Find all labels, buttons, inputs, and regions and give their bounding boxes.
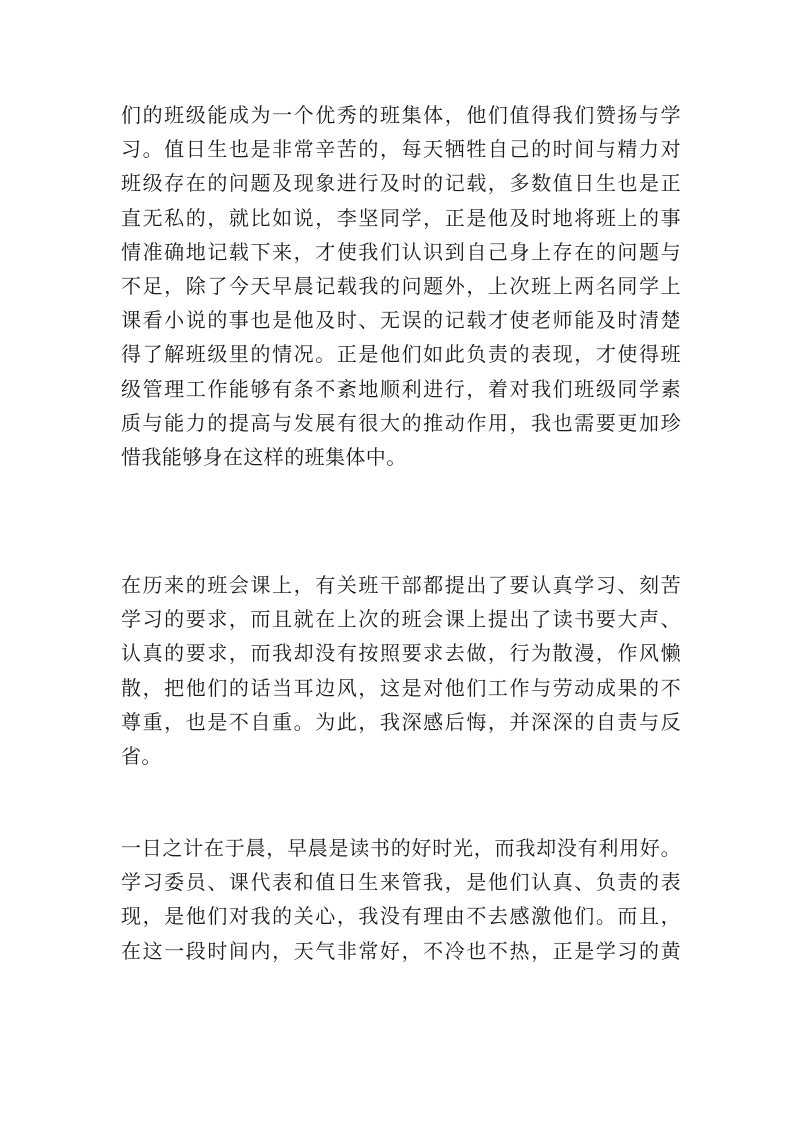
text-line: 不足，除了今天早晨记载我的问题外，上次班上两名同学上 bbox=[121, 274, 681, 299]
text-line: 班级存在的问题及现象进行及时的记载，多数值日生也是正 bbox=[121, 171, 681, 196]
text-line: 惜我能够身在这样的班集体中。 bbox=[121, 445, 407, 470]
paragraph-class-duty bbox=[121, 98, 681, 474]
text-line: 尊重，也是不自重。为此，我深感后悔，并深深的自责与反 bbox=[121, 709, 681, 734]
text-line: 在这一段时间内，天气非常好，不冷也不热，正是学习的黄 bbox=[121, 938, 681, 963]
text-line: 直无私的，就比如说，李坚同学，正是他及时地将班上的事 bbox=[121, 205, 681, 230]
text-line: 习。值日生也是非常辛苦的，每天牺牲自己的时间与精力对 bbox=[121, 137, 681, 162]
text-line: 级管理工作能够有条不紊地顺利进行，着对我们班级同学素 bbox=[121, 376, 681, 401]
text-line: 学习委员、课代表和值日生来管我，是他们认真、负责的表 bbox=[121, 870, 681, 895]
text-line: 情准确地记载下来，才使我们认识到自己身上存在的问题与 bbox=[121, 239, 681, 264]
text-line: 一日之计在于晨，早晨是读书的好时光，而我却没有利用好。 bbox=[121, 836, 681, 860]
text-line: 现，是他们对我的关心，我没有理由不去感激他们。而且， bbox=[121, 904, 681, 929]
text-line: 认真的要求，而我却没有按照要求去做，行为散漫，作风懒 bbox=[121, 641, 681, 666]
paragraph-morning-study bbox=[121, 831, 681, 968]
text-line: 省。 bbox=[121, 744, 162, 769]
paragraph-class-meeting bbox=[121, 568, 681, 773]
text-line: 在历来的班会课上，有关班干部都提出了要认真学习、刻苦 bbox=[121, 573, 681, 597]
text-line: 散，把他们的话当耳边风，这是对他们工作与劳动成果的不 bbox=[121, 675, 681, 700]
text-line: 质与能力的提高与发展有很大的推动作用，我也需要更加珍 bbox=[121, 410, 681, 435]
text-line: 得了解班级里的情况。正是他们如此负责的表现，才使得班 bbox=[121, 342, 681, 367]
text-line: 学习的要求，而且就在上次的班会课上提出了读书要大声、 bbox=[121, 607, 681, 632]
text-line: 们的班级能成为一个优秀的班集体，他们值得我们赞扬与学 bbox=[121, 103, 681, 127]
text-line: 课看小说的事也是他及时、无误的记载才使老师能及时清楚 bbox=[121, 308, 681, 333]
